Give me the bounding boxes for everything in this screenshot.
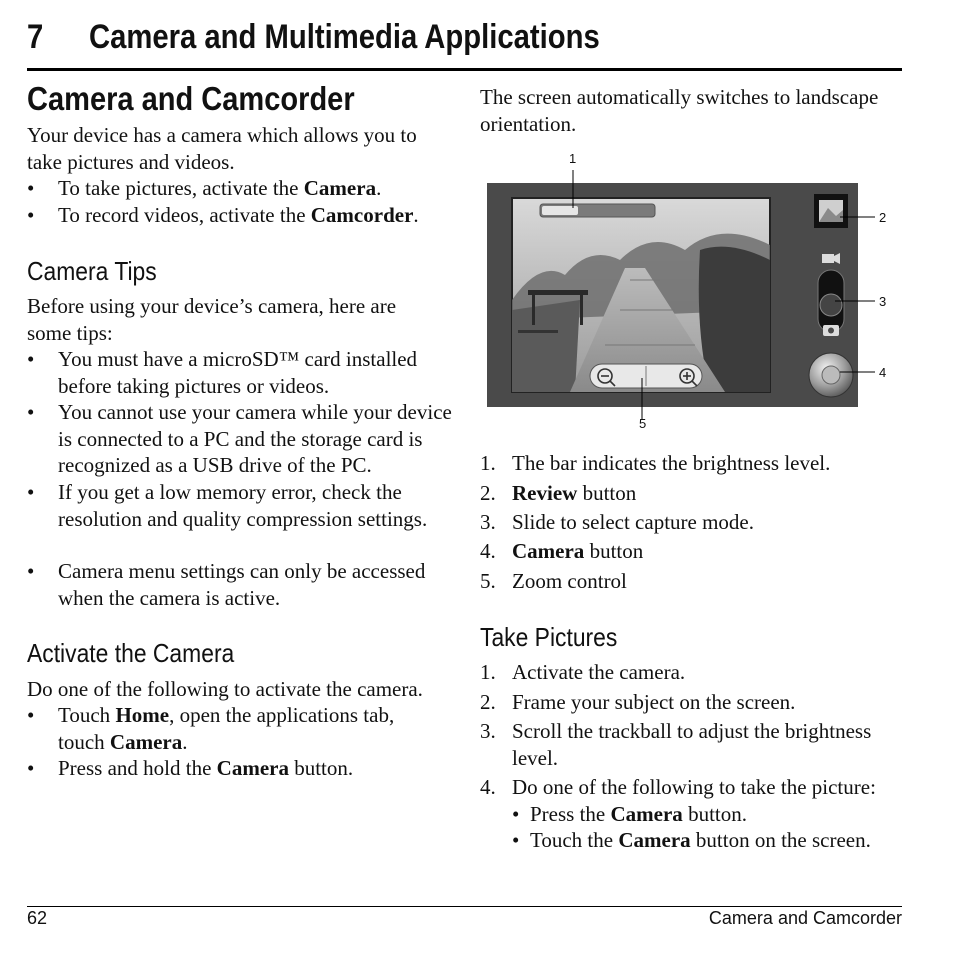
page-number: 62 [27, 908, 48, 928]
callout-5: 5 [639, 416, 647, 431]
video-mode-icon [822, 254, 834, 263]
section-title: Camera and Camcorder [27, 80, 355, 117]
camera-screenshot [470, 150, 900, 435]
chapter-number: 7 [27, 18, 44, 56]
footer-section: Camera and Camcorder [708, 908, 902, 928]
chapter-header [27, 14, 902, 71]
chapter-title: Camera and Multimedia Applications [89, 18, 600, 56]
callout-3: 3 [879, 294, 887, 309]
callout-1: 1 [569, 151, 577, 166]
callout-2: 2 [879, 210, 887, 225]
callout-4: 4 [879, 365, 887, 380]
camera-tips-heading: Camera Tips [27, 256, 157, 286]
footer-rule [27, 906, 902, 907]
activate-intro: Do one of the following to activate the camera. [27, 677, 423, 701]
camera-tips-intro: Before using your device’s camera, here are some tips: [27, 294, 397, 345]
intro-paragraph: Your device has a camera which allows you to take pictures and videos. [27, 123, 417, 174]
activate-heading: Activate the Camera [27, 638, 235, 668]
landscape-note: The screen automatically switches to landscape orientation. [480, 85, 879, 136]
take-pictures-heading: Take Pictures [480, 622, 618, 652]
